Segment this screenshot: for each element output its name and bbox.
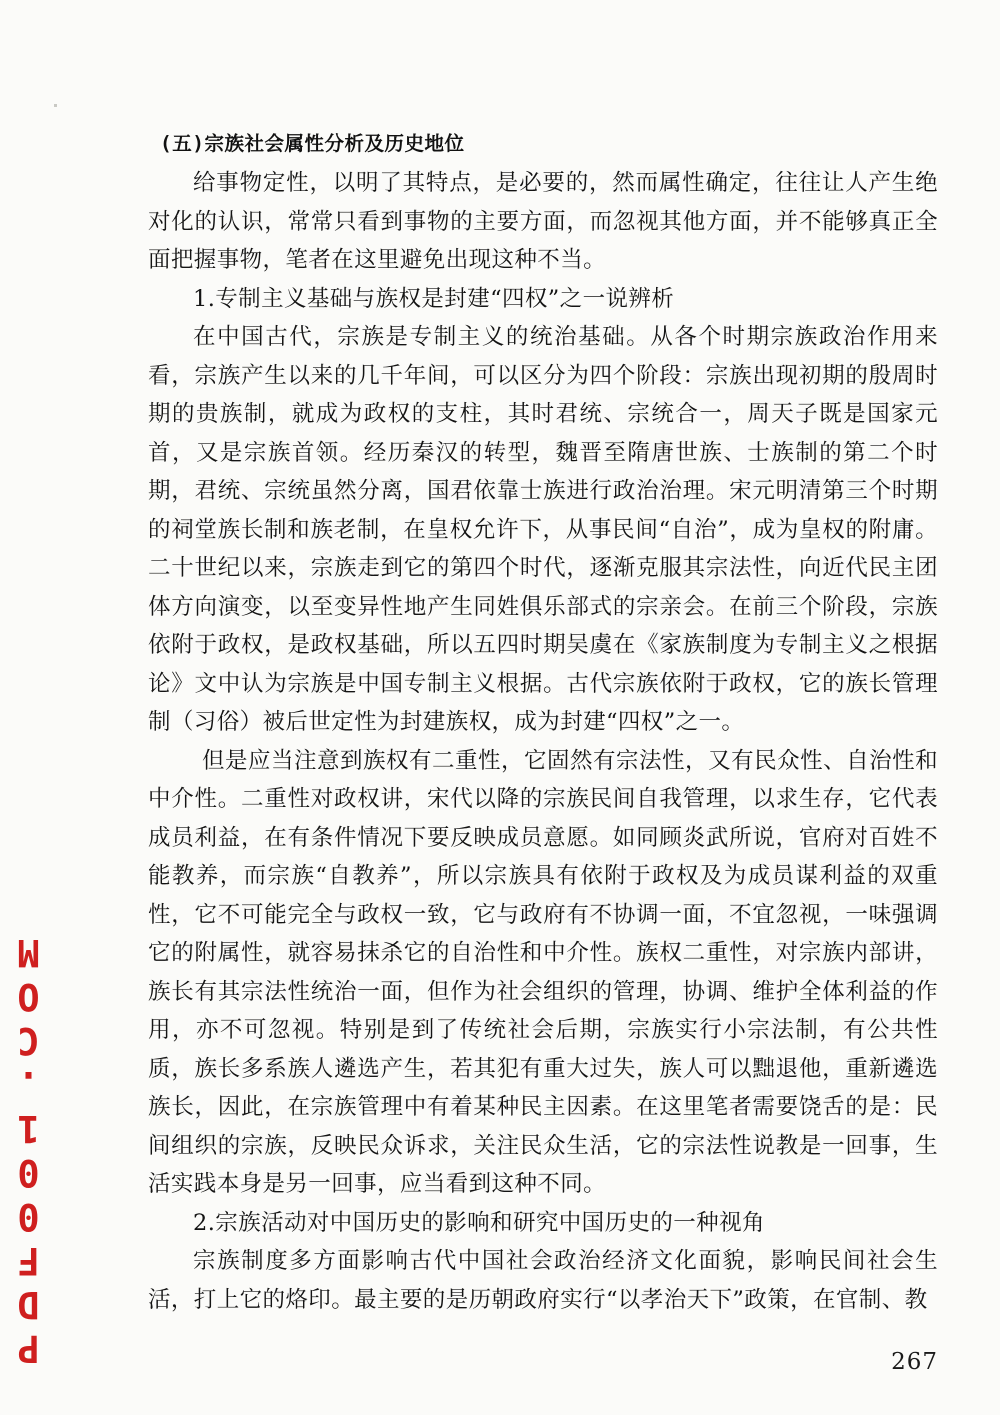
- watermark-text: PDF001.COM: [7, 930, 50, 1370]
- section-heading: (五)宗族社会属性分析及历史地位: [160, 132, 465, 155]
- paragraph-body-1: 在中国古代，宗族是专制主义的统治基础。从各个时期宗族政治作用来看，宗族产生以来的几千年间，可以区分为四个阶段：宗族出现初期的殷周时期的贵族制，就成为政权的支柱，其时君统、宗统合一，周天子既是国家元首，又是宗族首领。经历秦汉的转型，魏晋至隋唐世族、士族制的第二个时期，君统、宗统虽然分离，国君依靠士族进行政治治理。宋元明清第三个时期的祠堂族长制和族老制，在皇权允许下，从事民间“自治”，成为皇权的附庸。二十世纪以来，宗族走到它的第四个时代，逐渐克服其宗法性，向近代民主团体方向演变，以至变异性地产生同姓俱乐部式的宗亲会。在前三个阶段，宗族依附于政权，是政权基础，所以五四时期吴虞在《家族制度为专制主义之根据论》文中认为宗族是中国专制主义根据。古代宗族依附于政权，它的族长管理制（习俗）被后世定性为封建族权，成为封建“四权”之一。: [148, 324, 938, 735]
- paragraph-body-2: 但是应当注意到族权有二重性，它固然有宗法性，又有民众性、自治性和中介性。二重性对政权讲，宋代以降的宗族民间自我管理，以求生存，它代表成员利益，在有条件情况下要反映成员意愿。如同顾炎武所说，官府对百姓不能教养，而宗族“自教养”，所以宗族具有依附于政权及为成员谋利益的双重性，它不可能完全与政权一致，它与政府有不协调一面，不宜忽视，一味强调它的附属性，就容易抹杀它的自治性和中介性。族权二重性，对宗族内部讲，族长有其宗法性统治一面，但作为社会组织的管理，协调、维护全体利益的作用，亦不可忽视。特别是到了传统社会后期，宗族实行小宗法制，有公共性质，族长多系族人遴选产生，若其犯有重大过失，族人可以黜退他，重新遴选族长，因此，在宗族管理中有着某种民主因素。在这里笔者需要饶舌的是：民间组织的宗族，反映民众诉求，关注民众生活，它的宗法性说教是一回事，生活实践本身是另一回事，应当看到这种不同。: [148, 747, 938, 1197]
- subheading-1: 1.专制主义基础与族权是封建“四权”之一说辨析: [193, 285, 675, 312]
- page-number: 267: [891, 1349, 938, 1375]
- page-content: [148, 128, 938, 1319]
- paragraph-body-3: 宗族制度多方面影响古代中国社会政治经济文化面貌，影响民间社会生活，打上它的烙印。最主要的是历朝政府实行“以孝治天下”政策，在官制、教: [148, 1248, 938, 1313]
- paragraph-intro: 给事物定性，以明了其特点，是必要的，然而属性确定，往往让人产生绝对化的认识，常常只看到事物的主要方面，而忽视其他方面，并不能够真正全面把握事物，笔者在这里避免出现这种不当。: [148, 170, 938, 273]
- scan-edge-mark: [54, 104, 57, 107]
- subheading-2: 2.宗族活动对中国历史的影响和研究中国历史的一种视角: [193, 1209, 765, 1236]
